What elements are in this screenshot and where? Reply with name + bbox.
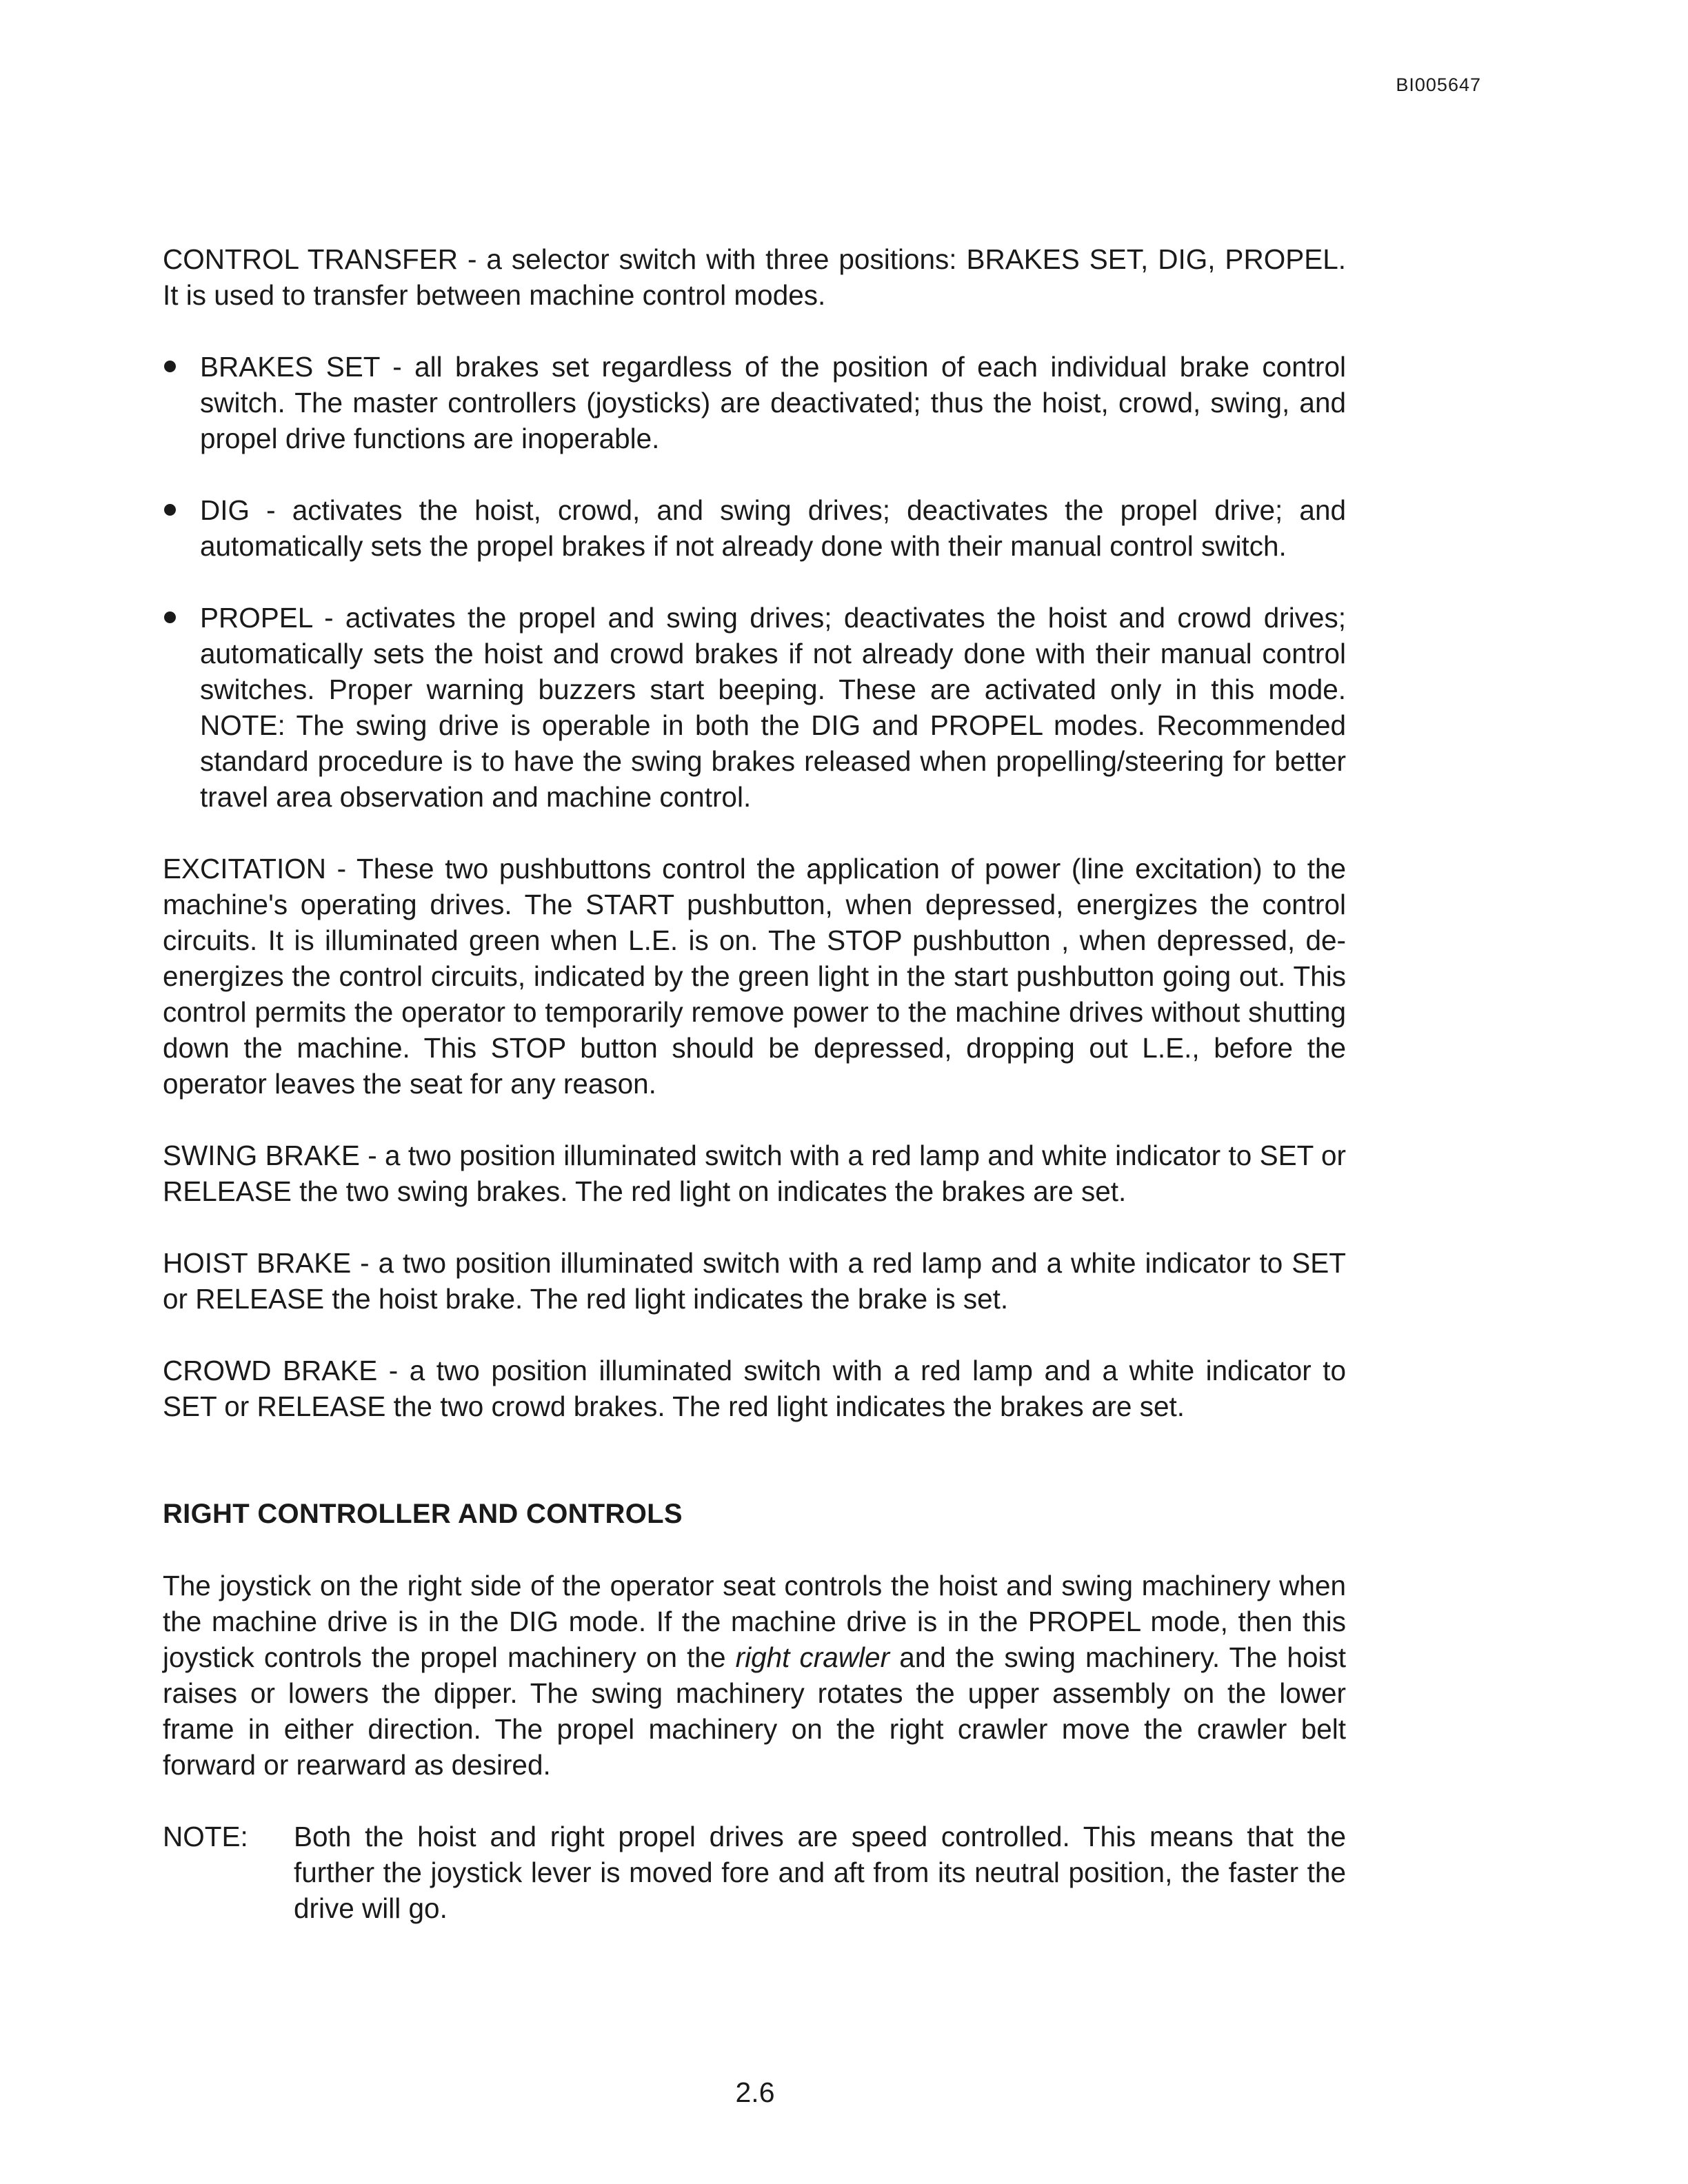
bullet-icon <box>164 504 176 516</box>
page-content <box>163 241 1346 1926</box>
note-block <box>163 1819 1346 1926</box>
note-label: NOTE: <box>163 1821 248 1852</box>
paragraph-text: and the swing machinery. The hoist raises or lowers the dipper. The swing machinery rotates the upper assembly on the lower frame in either direction. The propel machinery on the right crawler move the crawler belt forward or rearward as desired. <box>163 1641 1346 1781</box>
section-heading-right-controller: RIGHT CONTROLLER AND CONTROLS <box>163 1499 683 1529</box>
list-item-text: BRAKES SET - all brakes set regardless of the position of each individual brake control switch. The master controllers (joysticks) are deactivated; thus the hoist, crowd, swing, and propel drive functions are inoperable. <box>200 351 1346 454</box>
hoist-brake-paragraph: HOIST BRAKE - a two position illuminated switch with a red lamp and a white indicator to SET or RELEASE the hoist brake. The red light indicates the brake is set. <box>163 1247 1346 1315</box>
list-item-dig <box>163 492 1346 564</box>
list-item-text: DIG - activates the hoist, crowd, and swing drives; deactivates the propel drive; and automatically sets the propel brakes if not already done with their manual control switch. <box>200 494 1346 562</box>
bullet-icon <box>164 361 176 372</box>
excitation-paragraph: EXCITATION - These two pushbuttons control the application of power (line excitation) to the machine's operating drives. The START pushbutton, when depressed, energizes the control circuits. It is illuminated green when L.E. is on. The STOP pushbutton , when depressed, de-energizes the control circuits, indicated by the green light in the start pushbutton going out. This control permits the operator to temporarily remove power to the machine drives without shutting down the machine. This STOP button should be depressed, dropping out L.E., before the operator leaves the seat for any reason. <box>163 853 1346 1100</box>
list-item-brakes-set <box>163 349 1346 456</box>
control-transfer-paragraph: CONTROL TRANSFER - a selector switch with three positions: BRAKES SET, DIG, PROPEL. It is used to transfer between machine control modes. <box>163 243 1346 311</box>
control-transfer-modes-list <box>163 349 1346 815</box>
list-item-propel <box>163 600 1346 815</box>
paragraph-text: The joystick on the right side of the operator seat controls the hoist and swing machinery when the machine drive is in the DIG mode. If the machine drive is in the PROPEL mode, then this joystick controls the propel machinery on the <box>163 1570 1346 1673</box>
note-text: Both the hoist and right propel drives are speed controlled. This means that the further the joystick lever is moved fore and aft from its neutral position, the faster the drive will go. <box>294 1821 1346 1924</box>
right-controller-paragraph <box>163 1568 1346 1783</box>
document-id: BI005647 <box>1396 74 1481 95</box>
crowd-brake-paragraph: CROWD BRAKE - a two position illuminated switch with a red lamp and a white indicator to SET or RELEASE the two crowd brakes. The red light indicates the brakes are set. <box>163 1355 1346 1422</box>
swing-brake-paragraph: SWING BRAKE - a two position illuminated switch with a red lamp and white indicator to SET or RELEASE the two swing brakes. The red light on indicates the brakes are set. <box>163 1140 1346 1207</box>
list-item-text: PROPEL - activates the propel and swing drives; deactivates the hoist and crowd drives; automatically sets the hoist and crowd brakes if not already done with their manual control switches. Proper warning buzzers start beeping. These are activated only in this mode. NOTE: The swing drive is operable in both the DIG and PROPEL modes. Recommended standard procedure is to have the swing brakes released when propelling/steering for better travel area observation and machine control. <box>200 602 1346 813</box>
page-number: 2.6 <box>735 2076 775 2108</box>
italic-emphasis: right crawler <box>735 1641 890 1673</box>
bullet-icon <box>164 611 176 623</box>
